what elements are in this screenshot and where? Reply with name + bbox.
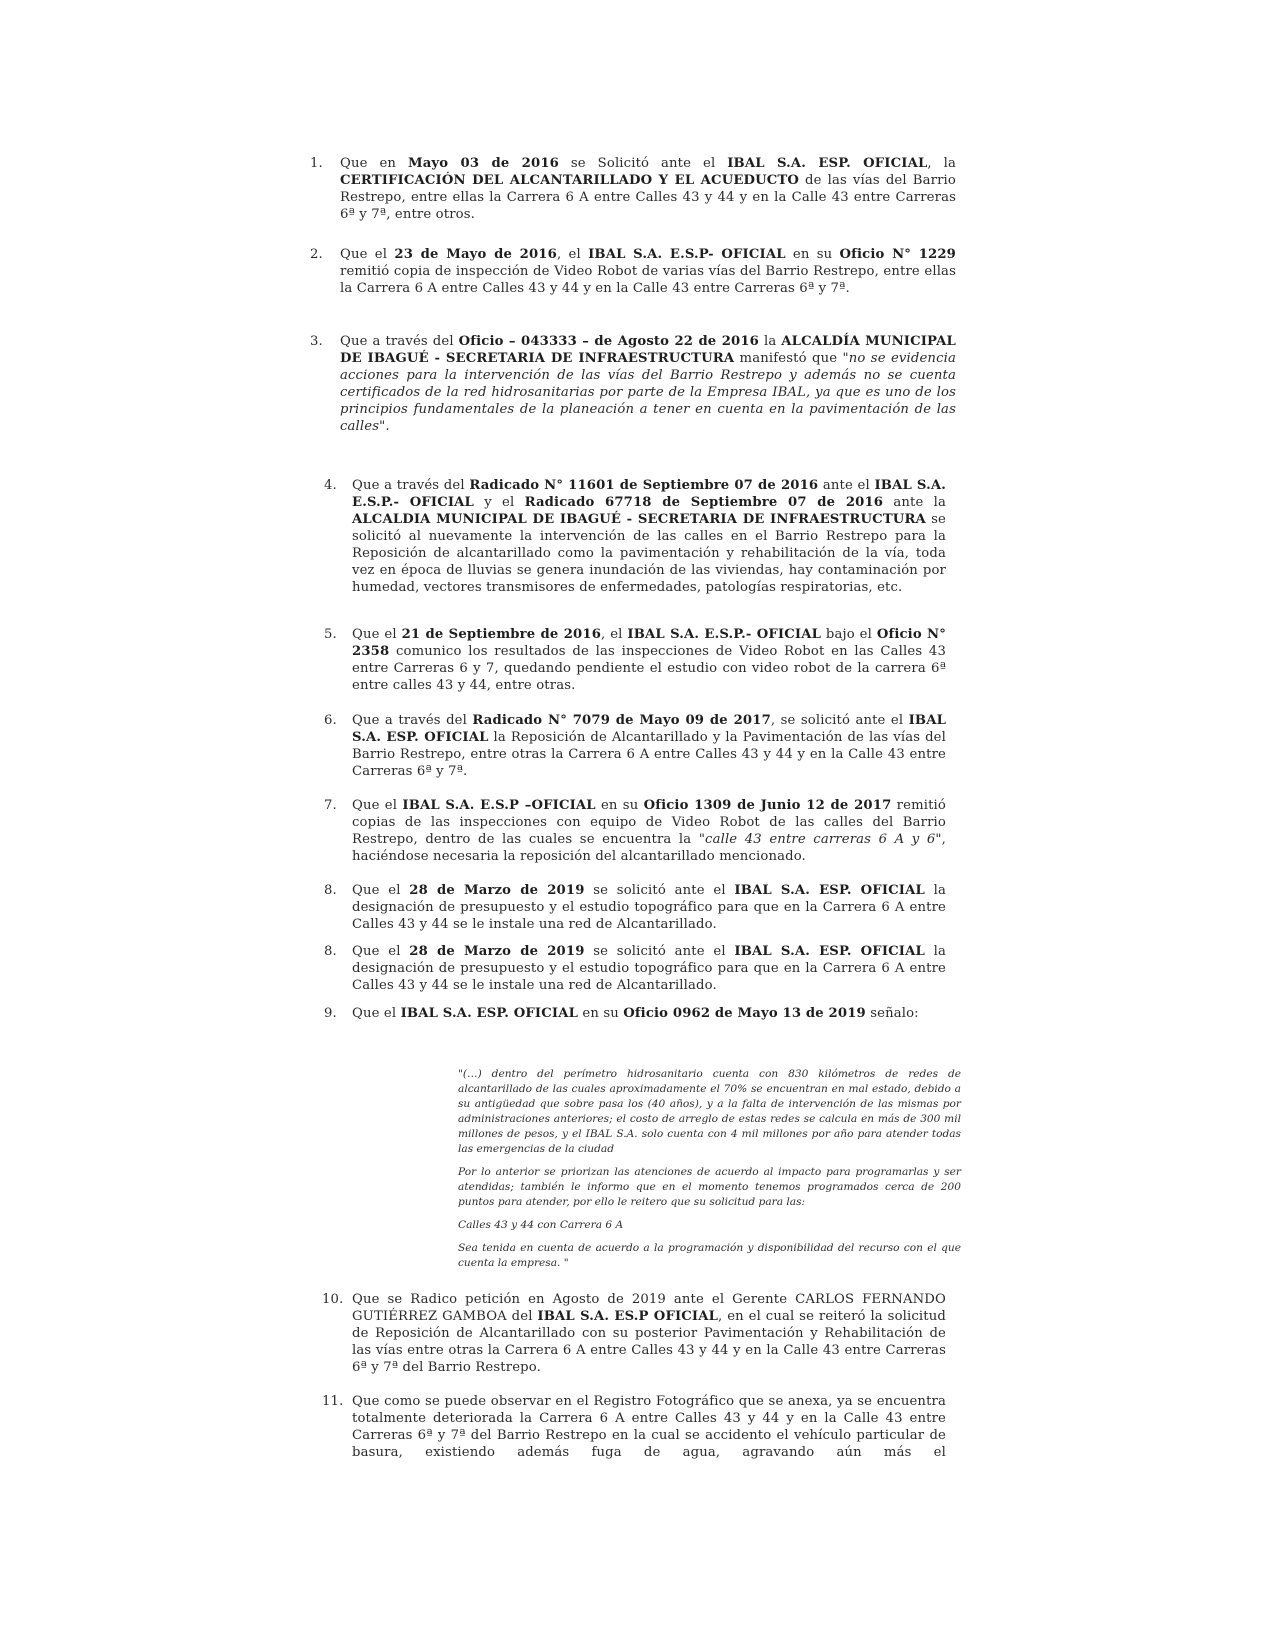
list-item-9 [324, 1005, 946, 1022]
text-run: Que el [352, 1006, 401, 1021]
quote-paragraph: Sea tenida en cuenta de acuerdo a la programación y disponibilidad del recurso con el que cuenta la empresa. " [458, 1242, 961, 1269]
list-item-11 [322, 1393, 946, 1461]
list-item-8 [324, 882, 946, 933]
list-item-8-repeat [324, 943, 946, 994]
text-run: Que a través del [340, 334, 459, 349]
bold-text-run: IBAL S.A. ESP. OFICIAL [400, 1006, 579, 1021]
bold-text-run: ALCALDÍA MUNICIPAL DE IBAGUÉ - SECRETARIA DE INFRAESTRUCTURA [340, 334, 956, 366]
text-run: se solicitó ante el [584, 944, 735, 959]
quote-paragraph: Por lo anterior se priorizan las atenciones de acuerdo al impacto para programarlas y ser atendidas; también le informo que en el momento tenemos programados cerca de 200 puntos para atender, por ello le reitero que su solicitud para las: [458, 1166, 961, 1208]
list-item-1 [310, 155, 957, 223]
text-run: Que el [352, 627, 402, 642]
list-item-3 [310, 333, 956, 435]
list-item-10 [322, 1291, 946, 1376]
text-run: , se solicitó ante el [770, 713, 909, 728]
bold-text-run: Mayo 03 de 2016 [407, 156, 559, 171]
text-run: bajo el [821, 627, 877, 642]
text-run: se solicitó ante el [584, 883, 735, 898]
item-number: 1. [310, 156, 323, 171]
bold-text-run: Radicado N° 7079 de Mayo 09 de 2017 [472, 713, 771, 728]
text-run: señalo: [865, 1006, 919, 1021]
text-run: , el [601, 627, 628, 642]
item-number: 3. [310, 334, 323, 349]
bold-text-run: IBAL S.A. ESP. OFICIAL [734, 944, 925, 959]
item-text [352, 882, 946, 933]
item-number: 11. [322, 1394, 344, 1409]
quote-paragraph: "(…) dentro del perímetro hidrosanitario cuenta con 830 kilómetros de redes de alcantarillado de las cuales aproximadamente el 70% se encuentran en mal estado, debido a su antigüedad que sobre pasa los (40 años), y a la falta de intervención de las mismas por administraciones anteriores; el costo de arreglo de estas redes se calcula en más de 300 mil millones de pesos, y el IBAL S.A. solo cuenta con 4 mil millones por año para atender todas las emergencias de la ciudad [458, 1068, 961, 1155]
item-number: 7. [324, 798, 337, 813]
item-text [352, 477, 946, 596]
bold-text-run: 23 de Mayo de 2016 [394, 247, 557, 262]
quote-paragraph: Calles 43 y 44 con Carrera 6 A [458, 1219, 624, 1231]
bold-text-run: Oficio 0962 de Mayo 13 de 2019 [623, 1006, 866, 1021]
item-text [340, 155, 956, 223]
text-run: Que a través del [352, 478, 470, 493]
bold-text-run: IBAL S.A. ESP. OFICIAL [352, 713, 946, 745]
item-number: 6. [324, 713, 337, 728]
item-text [352, 1005, 946, 1022]
item-number: 5. [324, 627, 337, 642]
text-run: comunico los resultados de las inspecciones de Video Robot en las Calles 43 entre Carreras 6 y 7, quedando pendiente el estudio con video robot de la carrera 6ª entre calles 43 y 44, entre otras. [352, 644, 946, 693]
bold-text-run: IBAL S.A. E.S.P –OFICIAL [402, 798, 596, 813]
bold-text-run: 28 de Marzo de 2019 [409, 944, 585, 959]
bold-text-run: Oficio N° 2358 [352, 627, 946, 659]
text-run: se solicitó al nuevamente la intervención de las calles en el Barrio Restrepo para la Reposición de alcantarillado como la pavimentación y rehabilitación de la vía, toda vez en época de lluvias se genera inundación de las viviendas, hay contaminación por humedad, vectores transmisores de enfermedades, patologías respiratorias, etc. [352, 512, 946, 595]
bold-text-run: IBAL S.A. E.S.P- OFICIAL [588, 247, 786, 262]
text-run: manifestó que [734, 351, 843, 366]
item-number: 2. [310, 247, 323, 262]
text-run: en su [595, 798, 644, 813]
bold-text-run: IBAL S.A. ESP. OFICIAL [734, 883, 925, 898]
bold-text-run: IBAL S.A. E.S.P.- OFICIAL [352, 478, 946, 510]
item-number: 10. [322, 1292, 344, 1307]
text-run: ante la [883, 495, 946, 510]
bold-text-run: 28 de Marzo de 2019 [409, 883, 585, 898]
text-run: remitió copias de las inspecciones con equipo de Video Robot de las calles del Barrio Restrepo, dentro de las cuales se encuentra la [352, 798, 947, 847]
text-run: la designación de presupuesto y el estudio topográfico para que en la Carrera 6 A entre Calles 43 y 44 se le instale una red de Alcantarillado. [352, 944, 946, 993]
list-item-6 [324, 712, 946, 780]
item-number: 4. [324, 478, 337, 493]
item-text [340, 333, 956, 435]
text-run: de las vías del Barrio Restrepo, entre ellas la Carrera 6 A entre Calles 43 y 44 y en la Calle 43 entre Carreras 6ª y 7ª, entre otros. [340, 173, 956, 222]
text-run: la designación de presupuesto y el estudio topográfico para que en la Carrera 6 A entre Calles 43 y 44 se le instale una red de Alcantarillado. [352, 883, 946, 932]
item-number: 8. [324, 883, 337, 898]
text-run: Que en [340, 156, 408, 171]
item-text [352, 626, 946, 694]
list-item-2 [310, 246, 956, 297]
italic-text-run: "no se evidencia acciones para la intervención de las vías del Barrio Restrepo y además no se cuenta certificados de la red hidrosanitarias por parte de la Empresa IBAL, ya que es uno de los principios fundamentales de la planeación a tener en cuenta en la pavimentación de las calles". [340, 351, 956, 434]
text-run: , haciéndose necesaria la reposición del alcantarillado mencionado. [352, 832, 946, 864]
text-run: , en el cual se reiteró la solicitud de Reposición de Alcantarillado con su posterior Pavimentación y Rehabilitación de las vías entre otras la Carrera 6 A entre Calles 43 y 44 y en la Calle 43 entre Carreras 6ª y 7ª del Barrio Restrepo. [352, 1309, 946, 1375]
bold-text-run: Radicado N° 11601 de Septiembre 07 de 2016 [469, 478, 819, 493]
text-run: ante el [818, 478, 875, 493]
bold-text-run: Oficio 1309 de Junio 12 de 2017 [643, 798, 892, 813]
bold-text-run: 21 de Septiembre de 2016 [401, 627, 602, 642]
text-run: la [759, 334, 782, 349]
text-run: , el [556, 247, 589, 262]
text-run: , la [927, 156, 957, 171]
bold-text-run: Radicado 67718 de Septiembre 07 de 2016 [524, 495, 884, 510]
text-run: se Solicitó ante el [558, 156, 728, 171]
item-number: 8. [324, 944, 337, 959]
list-item-7 [324, 797, 947, 865]
bold-text-run: Oficio N° 1229 [839, 247, 956, 262]
text-run: Que como se puede observar en el Registro Fotográfico que se anexa, ya se encuentra totalmente deteriorada la Carrera 6 A entre Calles 43 y 44 y en la Calle 43 entre Carreras 6ª y 7ª del Barrio Restrepo en la cual se accidento el vehículo particular de basura, existiendo además fuga de agua, agravando aún más el [352, 1394, 946, 1460]
item-text [340, 246, 956, 297]
bold-text-run: IBAL S.A. ES.P OFICIAL [537, 1309, 719, 1324]
text-run: Que se Radico petición en Agosto de 2019 ante el Gerente CARLOS FERNANDO GUTIÉRREZ GAMBOA del [352, 1292, 946, 1324]
text-run: en su [578, 1006, 624, 1021]
text-run: Que el [352, 883, 410, 898]
text-run: en su [785, 247, 840, 262]
bold-text-run: CERTIFICACIÓN DEL ALCANTARILLADO Y EL ACUEDUCTO [340, 173, 800, 188]
text-run: Que el [352, 798, 403, 813]
text-run: Que el [340, 247, 395, 262]
list-item-4 [324, 477, 946, 596]
text-run: la Reposición de Alcantarillado y la Pavimentación de las vías del Barrio Restrepo, entre otras la Carrera 6 A entre Calles 43 y 44 y en la Calle 43 entre Carreras 6ª y 7ª. [352, 730, 946, 779]
item-text [352, 1393, 946, 1461]
item-text [352, 797, 946, 865]
item-text [352, 943, 946, 994]
bold-text-run: IBAL S.A. E.S.P.- OFICIAL [627, 627, 822, 642]
text-run: Que el [352, 944, 410, 959]
list-item-5 [324, 626, 946, 694]
text-run: remitió copia de inspección de Video Robot de varias vías del Barrio Restrepo, entre ellas la Carrera 6 A entre Calles 43 y 44 y en la Calle 43 entre Carreras 6ª y 7ª. [340, 264, 956, 296]
bold-text-run: ALCALDIA MUNICIPAL DE IBAGUÉ - SECRETARIA DE INFRAESTRUCTURA [352, 512, 926, 527]
text-run: y el [473, 495, 525, 510]
bold-text-run: IBAL S.A. ESP. OFICIAL [727, 156, 928, 171]
italic-text-run: "calle 43 entre carreras 6 A y 6" [698, 832, 942, 847]
block-quote [458, 1067, 961, 1279]
item-number: 9. [324, 1006, 337, 1021]
bold-text-run: Oficio – 043333 – de Agosto 22 de 2016 [458, 334, 759, 349]
item-text [352, 1291, 946, 1376]
item-text [352, 712, 946, 780]
text-run: Que a través del [352, 713, 473, 728]
